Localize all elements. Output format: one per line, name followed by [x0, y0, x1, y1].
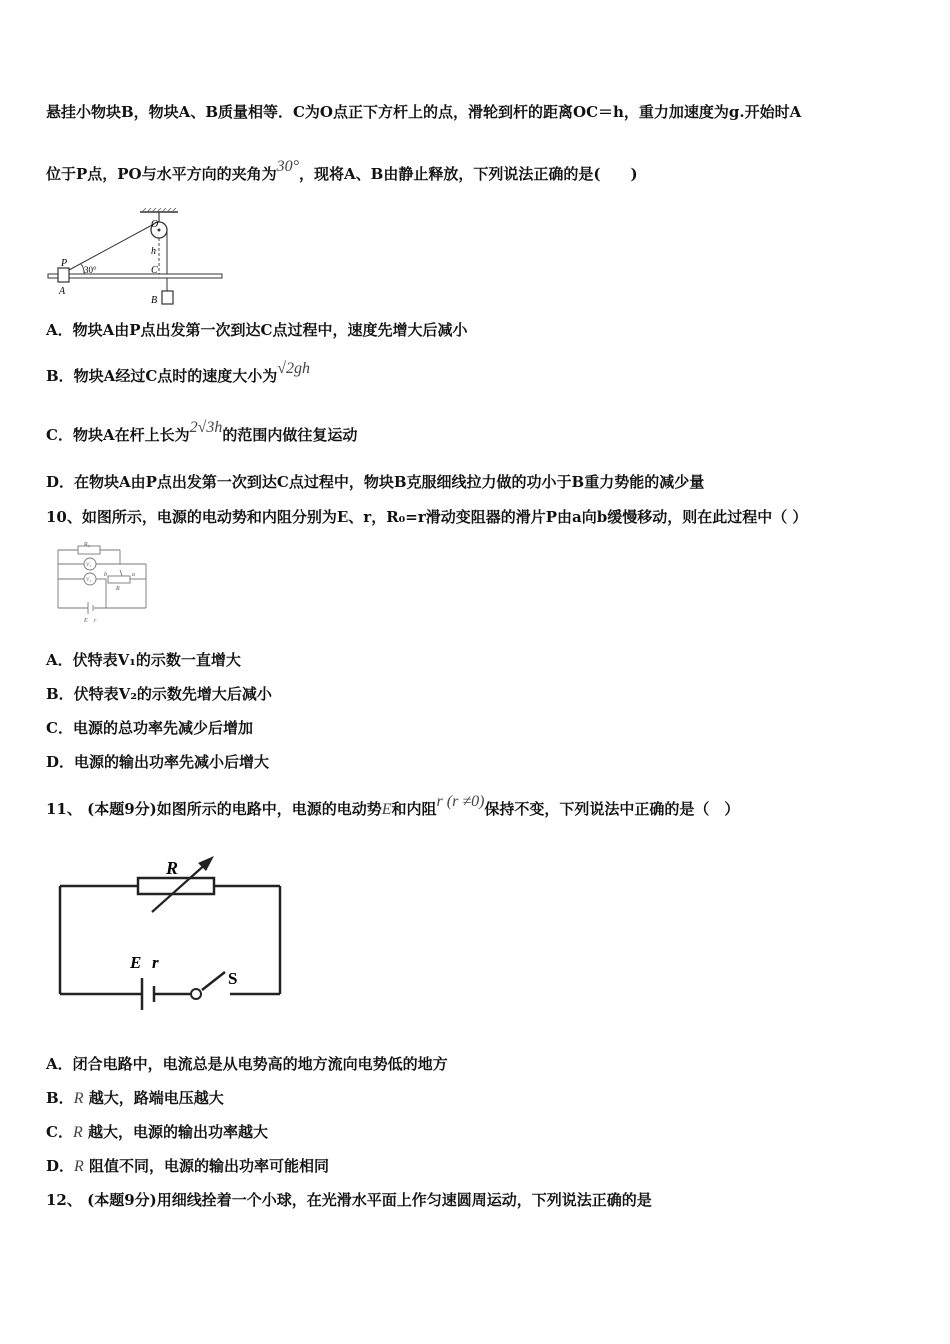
q10-option-b: B．伏特表V₂的示数先增大后减小: [46, 685, 272, 703]
label-e: E: [130, 953, 142, 972]
q11-circuit-figure: [50, 850, 290, 1022]
q10-circuit-figure: [50, 536, 150, 624]
q11-option-c-text: 越大，电源的输出功率越大: [87, 1123, 268, 1141]
label-v1: V₁: [86, 563, 92, 568]
q11-stem-mid: 和内阻: [391, 800, 437, 818]
label-r: R: [166, 858, 179, 878]
q11-stem: [46, 793, 740, 820]
label-b: B: [151, 295, 158, 306]
q11-option-d: [46, 1156, 329, 1177]
q11-option-c-label: C．: [46, 1123, 73, 1141]
label-r0: R₀: [84, 542, 91, 548]
q11-option-c: [46, 1122, 268, 1143]
q11-stem-post: 保持不变，下列说法中正确的是（ ）: [484, 800, 740, 818]
label-e: E: [84, 618, 88, 624]
q9-option-c-text: C．物块A在杆上长为: [46, 426, 190, 444]
q9-option-a: A．物块A由P点出发第一次到达C点过程中，速度先增大后减小: [46, 321, 468, 339]
q11-option-b-label: B．: [46, 1089, 74, 1107]
rheostat-r: [108, 576, 130, 583]
q9-angle-math: 30°: [276, 158, 300, 175]
q9-option-c-suffix: 的范围内做往复运动: [222, 426, 358, 444]
switch-lever: [202, 972, 225, 990]
label-r-internal: r: [152, 953, 159, 972]
label-r: R: [116, 586, 120, 592]
q9-option-c-math: 2√3h: [189, 419, 223, 436]
q11-option-a-label: A．: [46, 1055, 73, 1073]
q11-emf-math: E: [381, 801, 392, 818]
block-b: [162, 291, 173, 304]
q9-option-b: [46, 360, 311, 387]
q11-option-c-math: R: [72, 1124, 83, 1141]
q10-stem: 10、如图所示，电源的电动势和内阻分别为E、r，R₀=r滑动变阻器的滑片P由a向b缓慢移动，则在此过程中（ ）: [46, 508, 808, 526]
label-a: A: [59, 286, 66, 297]
q11-option-d-math: R: [74, 1158, 84, 1175]
q9-option-c: [46, 419, 358, 446]
q12-stem: 12、 (本题9分)用细线拴着一个小球，在光滑水平面上作匀速圆周运动，下列说法正确的是: [46, 1191, 652, 1209]
q11-option-b: [46, 1088, 224, 1109]
q10-option-a: A．伏特表V₁的示数一直增大: [46, 651, 241, 669]
q11-stem-pre: 11、 (本题9分)如图所示的电路中，电源的电动势: [46, 800, 382, 818]
label-30deg: 30°: [84, 265, 97, 275]
q9-pulley-figure: [44, 208, 226, 306]
label-s: S: [228, 969, 238, 988]
q11-option-d-label: D．: [46, 1157, 75, 1175]
q11-r-math: r (r ≠0): [436, 793, 485, 810]
q11-option-d-text: 阻值不同，电源的输出功率可能相同: [89, 1157, 330, 1175]
horizontal-rod: [48, 274, 222, 278]
q11-option-b-math: R: [73, 1090, 84, 1107]
label-o: O: [151, 219, 159, 230]
label-b-terminal: b: [104, 572, 107, 578]
rheostat-arrow-shaft: [152, 862, 208, 912]
label-r-internal: r: [94, 618, 97, 624]
label-a-terminal: a: [132, 572, 135, 578]
label-v2: V₂: [86, 578, 92, 583]
q10-option-c: C．电源的总功率先减少后增加: [46, 719, 253, 737]
label-p: P: [61, 258, 68, 269]
q9-stem-line1: 悬挂小物块B，物块A、B质量相等．C为O点正下方杆上的点，滑轮到杆的距离OC＝h，重力加速度为g.开始时A: [46, 103, 802, 121]
q9-option-b-text: B．物块A经过C点时的速度大小为: [46, 367, 278, 385]
q10-option-d: D．电源的输出功率先减小后增大: [46, 753, 270, 771]
q9-stem-line2-pre: 位于P点，PO与水平方向的夹角为: [46, 165, 277, 183]
label-h: h: [151, 246, 156, 257]
label-c: C: [151, 265, 158, 276]
q11-option-a: [46, 1054, 448, 1074]
q9-stem-line2-post: ，现将A、B由静止释放，下列说法正确的是( ): [299, 165, 638, 183]
q9-stem-line2: [46, 158, 638, 185]
switch-contact: [191, 989, 201, 999]
q9-option-d: D．在物块A由P点出发第一次到达C点过程中，物块B克服细线拉力做的功小于B重力势能的减少量: [46, 473, 705, 491]
block-a: [58, 268, 69, 282]
q9-option-b-math: √2gh: [277, 360, 311, 377]
q11-option-a-text: 闭合电路中，电流总是从电势高的地方流向电势低的地方: [72, 1055, 448, 1073]
q11-option-b-text: 越大，路端电压越大: [88, 1089, 224, 1107]
rope-to-a: [69, 224, 154, 270]
